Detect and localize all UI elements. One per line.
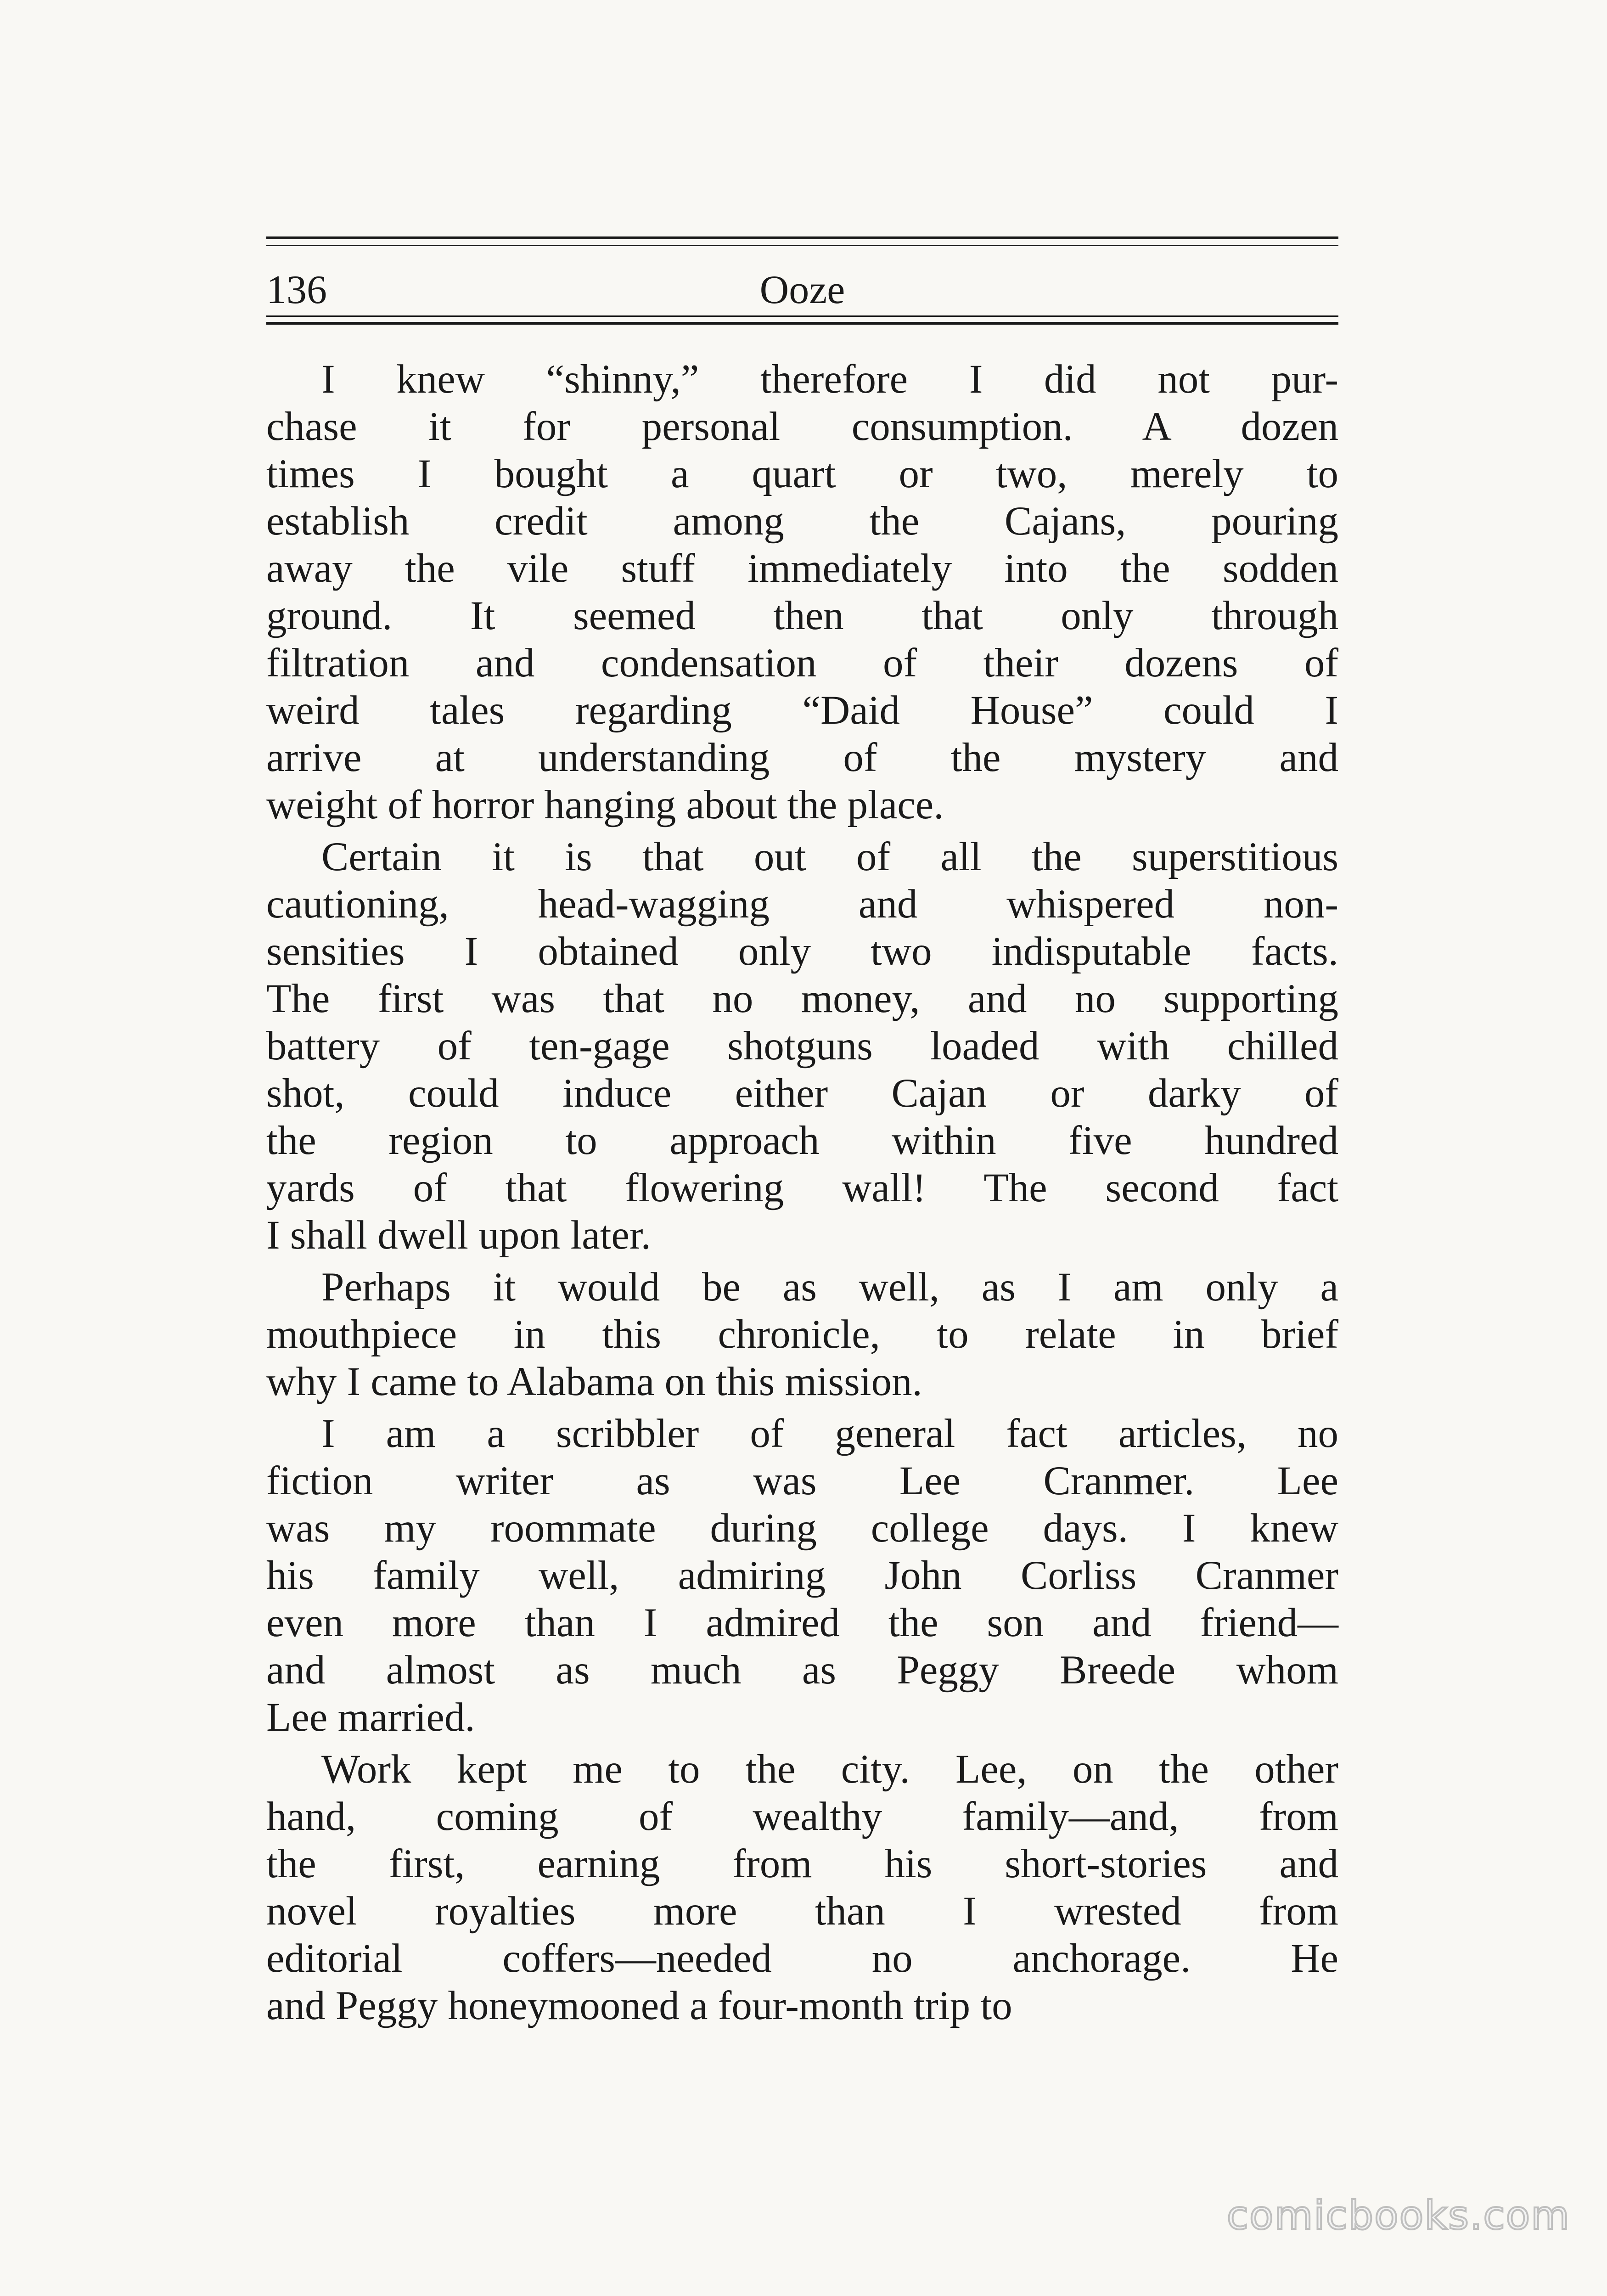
- text-line: establish credit among the Cajans, pouring: [266, 499, 1338, 544]
- text-line: mouthpiece in this chronicle, to relate in brief: [266, 1312, 1338, 1357]
- text-line: and Peggy honeymooned a four-month trip to: [266, 1983, 1012, 2028]
- text-line: Lee married.: [266, 1695, 475, 1740]
- text-line: the region to approach within five hundred: [266, 1118, 1338, 1163]
- text-line: why I came to Alabama on this mission.: [266, 1359, 922, 1404]
- paragraph: [266, 356, 1338, 829]
- paragraph: [266, 833, 1338, 1259]
- text-line: I knew “shinny,” therefore I did not pur-: [321, 357, 1338, 402]
- text-line: times I bought a quart or two, merely to: [266, 451, 1338, 496]
- header-bottom-rule: [266, 315, 1338, 327]
- watermark-logo: comicbooks.com: [1226, 2193, 1570, 2239]
- text-line: filtration and condensation of their dozens of: [266, 641, 1338, 686]
- text-line: arrive at understanding of the mystery and: [266, 735, 1338, 780]
- page-number: 136: [266, 268, 327, 312]
- text-line: chase it for personal consumption. A dozen: [266, 404, 1338, 449]
- text-line: and almost as much as Peggy Breede whom: [266, 1648, 1338, 1693]
- text-line: his family well, admiring John Corliss Cranmer: [266, 1553, 1338, 1598]
- text-line: hand, coming of wealthy family—and, from: [266, 1794, 1338, 1839]
- text-line: I shall dwell upon later.: [266, 1213, 651, 1258]
- text-line: away the vile stuff immediately into the sodden: [266, 546, 1338, 591]
- text-line: yards of that flowering wall! The second fact: [266, 1165, 1338, 1210]
- body-text: [266, 356, 1338, 2030]
- header-top-rule: [266, 236, 1338, 248]
- running-header: [266, 265, 1338, 315]
- text-line: the first, earning from his short-stories and: [266, 1841, 1338, 1886]
- text-line: weight of horror hanging about the place.: [266, 782, 944, 827]
- text-line: even more than I admired the son and friend—: [266, 1600, 1338, 1645]
- running-title: Ooze: [759, 268, 845, 312]
- text-line: shot, could induce either Cajan or darky of: [266, 1071, 1338, 1116]
- text-line: The first was that no money, and no supporting: [266, 976, 1338, 1021]
- text-line: fiction writer as was Lee Cranmer. Lee: [266, 1458, 1338, 1503]
- text-line: was my roommate during college days. I knew: [266, 1506, 1338, 1551]
- text-line: ground. It seemed then that only through: [266, 593, 1338, 638]
- text-line: novel royalties more than I wrested from: [266, 1889, 1338, 1934]
- text-line: weird tales regarding “Daid House” could I: [266, 688, 1338, 733]
- paragraph: [266, 1746, 1338, 2030]
- text-line: battery of ten-gage shotguns loaded with chilled: [266, 1024, 1338, 1069]
- paragraph: [266, 1264, 1338, 1406]
- book-page: [266, 236, 1338, 2034]
- text-line: editorial coffers—needed no anchorage. He: [266, 1936, 1338, 1981]
- text-line: sensities I obtained only two indisputable facts.: [266, 929, 1338, 974]
- paragraph: [266, 1410, 1338, 1741]
- text-line: Perhaps it would be as well, as I am only a: [321, 1265, 1338, 1310]
- text-line: I am a scribbler of general fact articles, no: [321, 1411, 1338, 1456]
- text-line: Work kept me to the city. Lee, on the other: [321, 1747, 1338, 1792]
- text-line: cautioning, head-wagging and whispered non-: [266, 882, 1338, 927]
- text-line: Certain it is that out of all the superstitious: [321, 834, 1338, 879]
